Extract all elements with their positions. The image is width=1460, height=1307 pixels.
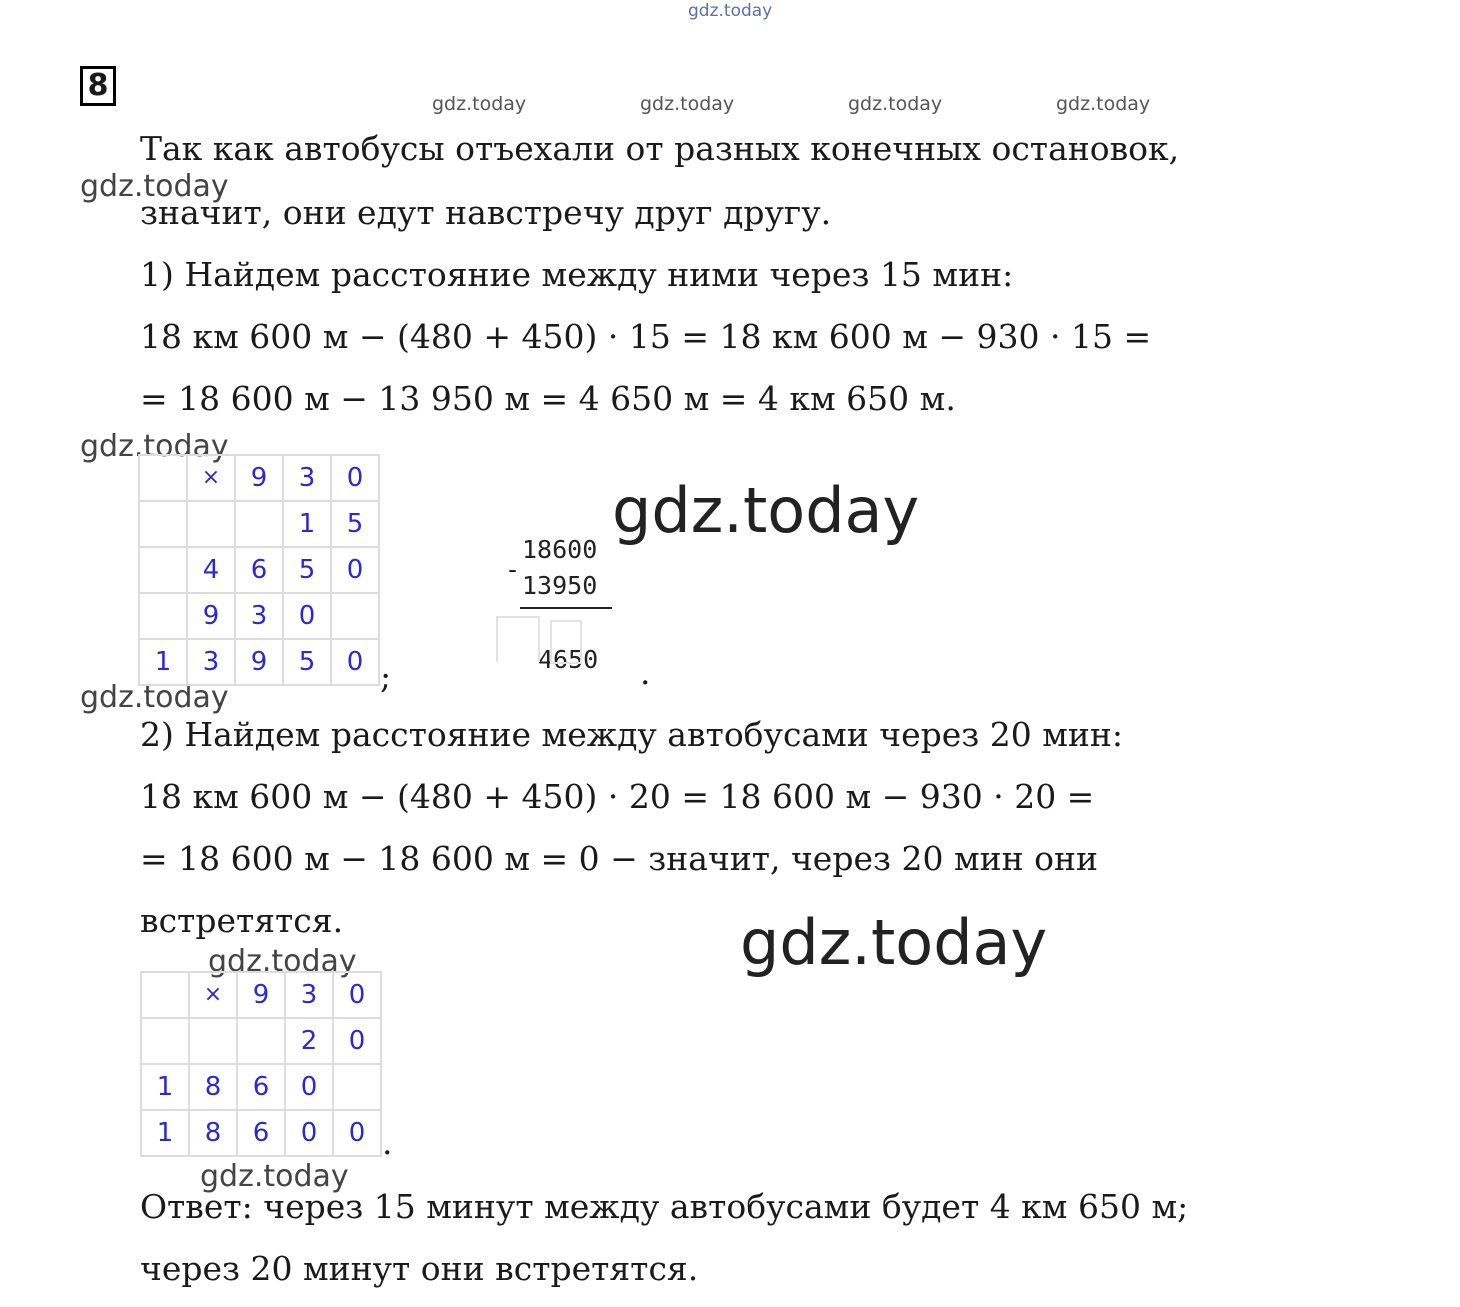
grid-cell: 3 [285, 972, 333, 1018]
grid-cell: 8 [189, 1110, 237, 1156]
watermark-top: gdz.today [688, 1, 773, 21]
watermark: gdz.today [640, 93, 735, 115]
end-mark: . [382, 1123, 393, 1162]
step-2-equation-1: 18 км 600 м − (480 + 450) · 20 = 18 600 м − 930 · 20 = [140, 777, 1095, 816]
multiply-sign: × [187, 455, 235, 501]
multiply-sign: × [189, 972, 237, 1018]
grid-cell [331, 593, 379, 639]
watermark: gdz.today [848, 93, 943, 115]
minus-sign: - [505, 555, 521, 584]
watermark: gdz.today [80, 680, 229, 715]
grid-cell: 9 [235, 455, 283, 501]
answer-line-2: через 20 минут они встретятся. [140, 1249, 699, 1288]
step-2-equation-2: = 18 600 м − 18 600 м = 0 − значит, через 20 мин они [140, 839, 1098, 878]
watermark: gdz.today [80, 169, 229, 204]
ghost-artifact [496, 616, 540, 662]
grid-cell: 0 [333, 1110, 381, 1156]
grid-cell: 5 [283, 547, 331, 593]
grid-cell: 8 [189, 1064, 237, 1110]
subtraction-rule [520, 607, 612, 609]
grid-cell: 6 [237, 1064, 285, 1110]
grid-cell [139, 547, 187, 593]
multiplication-grid-2 [140, 971, 382, 1157]
text-line-intro-2: значит, они едут навстречу друг другу. [140, 193, 832, 232]
grid-cell [235, 501, 283, 547]
grid-cell: 0 [285, 1110, 333, 1156]
grid-cell: 0 [285, 1064, 333, 1110]
grid-cell: 0 [333, 1018, 381, 1064]
subtraction-subtrahend: 13950 [522, 571, 598, 600]
grid-cell [333, 1064, 381, 1110]
step-1-equation-1: 18 км 600 м − (480 + 450) · 15 = 18 км 600 м − 930 · 15 = [140, 317, 1152, 356]
grid-cell [141, 972, 189, 1018]
watermark: gdz.today [208, 944, 357, 979]
grid-cell [141, 1018, 189, 1064]
watermark: gdz.today [80, 429, 229, 464]
grid-cell [237, 1018, 285, 1064]
grid-cell [189, 1018, 237, 1064]
watermark: gdz.today [1056, 93, 1151, 115]
grid-cell: 5 [331, 501, 379, 547]
watermark-large: gdz.today [740, 906, 1048, 979]
grid-cell: 1 [139, 639, 187, 685]
grid-cell: 3 [235, 593, 283, 639]
grid-cell: 0 [283, 593, 331, 639]
grid-cell [139, 593, 187, 639]
grid-cell: 9 [187, 593, 235, 639]
ghost-artifact [550, 620, 582, 664]
step-1-equation-2: = 18 600 м − 13 950 м = 4 650 м = 4 км 650 м. [140, 379, 956, 418]
step-2-equation-3: встретятся. [140, 901, 344, 940]
watermark-large: gdz.today [612, 474, 920, 547]
answer-line-1: Ответ: через 15 минут между автобусами будет 4 км 650 м; [140, 1187, 1189, 1226]
grid-cell: 5 [283, 639, 331, 685]
end-mark: ; [380, 657, 392, 696]
end-mark: . [640, 653, 651, 692]
watermark: gdz.today [200, 1159, 349, 1194]
grid-cell: 0 [331, 455, 379, 501]
grid-cell: 1 [283, 501, 331, 547]
grid-cell: 0 [333, 972, 381, 1018]
grid-cell: 3 [283, 455, 331, 501]
grid-cell [139, 455, 187, 501]
grid-cell: 9 [235, 639, 283, 685]
watermark: gdz.today [432, 93, 527, 115]
step-2-title: 2) Найдем расстояние между автобусами через 20 мин: [140, 715, 1124, 754]
grid-cell: 4 [187, 547, 235, 593]
grid-cell [139, 501, 187, 547]
multiplication-grid-1 [138, 454, 380, 686]
step-1-title: 1) Найдем расстояние между ними через 15 мин: [140, 255, 1014, 294]
grid-cell: 0 [331, 639, 379, 685]
grid-cell: 3 [187, 639, 235, 685]
subtraction-minuend: 18600 [522, 535, 598, 564]
text-line-intro-1: Так как автобусы отъехали от разных конечных остановок, [140, 129, 1180, 168]
grid-cell: 9 [237, 972, 285, 1018]
task-number: 8 [80, 66, 116, 106]
grid-cell: 1 [141, 1110, 189, 1156]
subtraction-result: 4650 [538, 645, 599, 674]
grid-cell: 0 [331, 547, 379, 593]
grid-cell: 6 [237, 1110, 285, 1156]
grid-cell: 1 [141, 1064, 189, 1110]
grid-cell: 6 [235, 547, 283, 593]
grid-cell: 2 [285, 1018, 333, 1064]
grid-cell [187, 501, 235, 547]
